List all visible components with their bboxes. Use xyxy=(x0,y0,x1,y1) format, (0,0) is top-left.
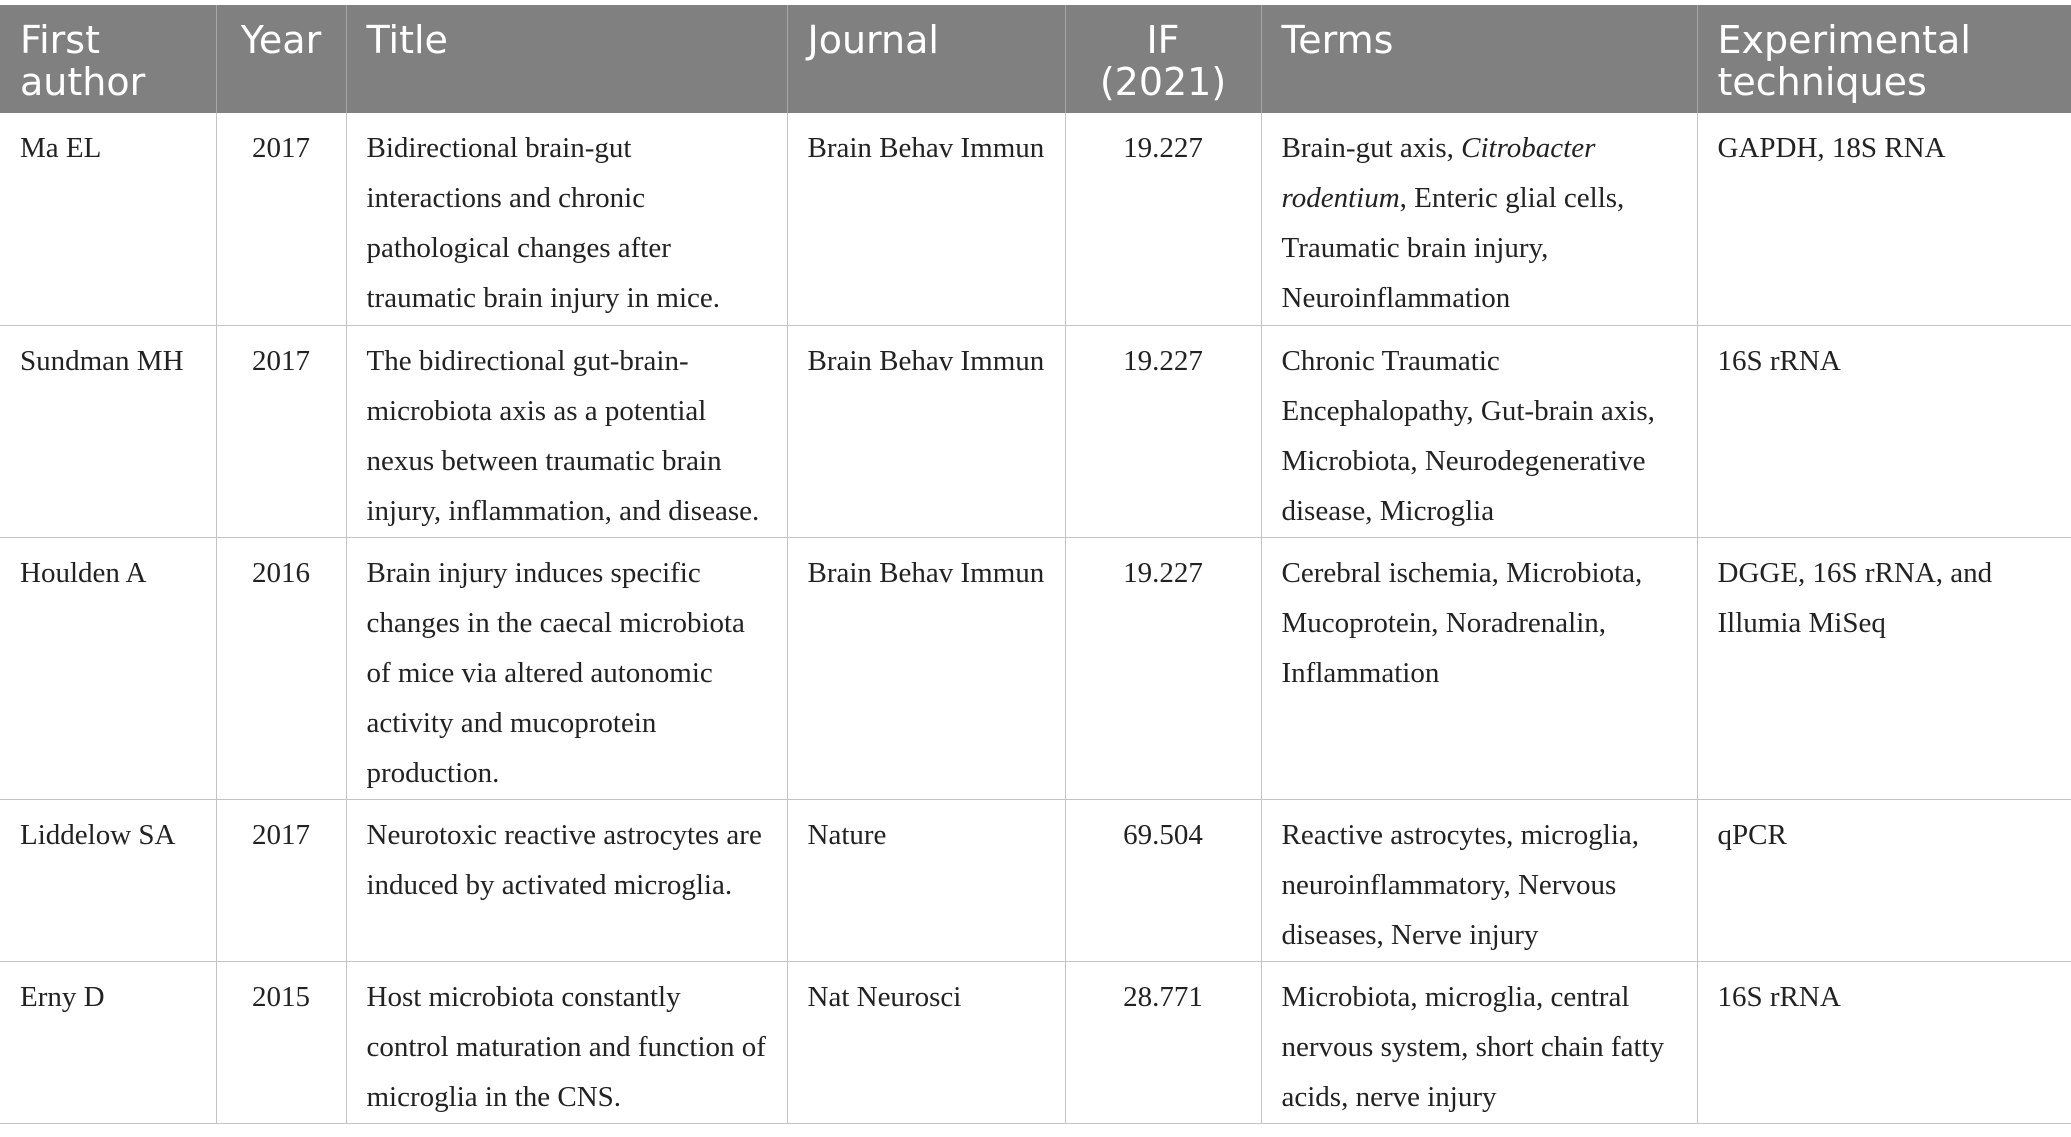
table-row xyxy=(0,325,2071,537)
cell-experimental-techniques: 16S rRNA xyxy=(1697,961,2071,1123)
cell-first-author: Houlden A xyxy=(0,537,216,799)
header-first-author: First author xyxy=(0,5,216,113)
cell-experimental-techniques: GAPDH, 18S RNA xyxy=(1697,113,2071,325)
cell-title: The bidirectional gut-brain-microbiota axis as a potential nexus between traumatic brain injury, inflammation, and disease. xyxy=(346,325,787,537)
cell-impact-factor: 19.227 xyxy=(1065,325,1261,537)
cell-terms: Cerebral ischemia, Microbiota, Mucoprotein, Noradrenalin, Inflammation xyxy=(1261,537,1697,799)
cell-impact-factor: 19.227 xyxy=(1065,537,1261,799)
cell-year: 2015 xyxy=(216,961,346,1123)
cell-journal: Brain Behav Immun xyxy=(787,113,1065,325)
cell-first-author: Liddelow SA xyxy=(0,799,216,961)
header-journal: Journal xyxy=(787,5,1065,113)
cell-title: Neurotoxic reactive astrocytes are induced by activated microglia. xyxy=(346,799,787,961)
cell-experimental-techniques: DGGE, 16S rRNA, and Illumia MiSeq xyxy=(1697,537,2071,799)
cell-year: 2017 xyxy=(216,113,346,325)
cell-impact-factor: 19.227 xyxy=(1065,113,1261,325)
literature-table xyxy=(0,5,2071,1124)
cell-terms: Reactive astrocytes, microglia, neuroinflammatory, Nervous diseases, Nerve injury xyxy=(1261,799,1697,961)
cell-impact-factor: 28.771 xyxy=(1065,961,1261,1123)
table-row xyxy=(0,537,2071,799)
cell-terms xyxy=(1261,113,1697,325)
cell-title: Brain injury induces specific changes in the caecal microbiota of mice via altered autonomic activity and mucoprotein production. xyxy=(346,537,787,799)
cell-title: Bidirectional brain-gut interactions and chronic pathological changes after traumatic brain injury in mice. xyxy=(346,113,787,325)
cell-terms: Microbiota, microglia, central nervous system, short chain fatty acids, nerve injury xyxy=(1261,961,1697,1123)
cell-year: 2017 xyxy=(216,325,346,537)
header-terms: Terms xyxy=(1261,5,1697,113)
cell-first-author: Erny D xyxy=(0,961,216,1123)
cell-first-author: Ma EL xyxy=(0,113,216,325)
terms-text: Brain-gut axis, xyxy=(1281,132,1462,164)
header-experimental-techniques: Experimental techniques xyxy=(1697,5,2071,113)
terms-text: , Enteric glial cells, Traumatic brain injury, Neuroinflammation xyxy=(1281,182,1625,314)
cell-journal: Brain Behav Immun xyxy=(787,537,1065,799)
cell-terms: Chronic Traumatic Encephalopathy, Gut-brain axis, Microbiota, Neurodegenerative disease, Microglia xyxy=(1261,325,1697,537)
cell-experimental-techniques: 16S rRNA xyxy=(1697,325,2071,537)
terms-italic-species: Citrobacter rodentium xyxy=(1281,132,1596,214)
table-row xyxy=(0,799,2071,961)
header-year: Year xyxy=(216,5,346,113)
header-impact-factor: IF (2021) xyxy=(1065,5,1261,113)
cell-journal: Nat Neurosci xyxy=(787,961,1065,1123)
cell-year: 2016 xyxy=(216,537,346,799)
cell-experimental-techniques: qPCR xyxy=(1697,799,2071,961)
cell-first-author: Sundman MH xyxy=(0,325,216,537)
header-title: Title xyxy=(346,5,787,113)
cell-impact-factor: 69.504 xyxy=(1065,799,1261,961)
cell-title: Host microbiota constantly control maturation and function of microglia in the CNS. xyxy=(346,961,787,1123)
table-row xyxy=(0,113,2071,325)
cell-journal: Brain Behav Immun xyxy=(787,325,1065,537)
header-row xyxy=(0,5,2071,113)
table-row xyxy=(0,961,2071,1123)
cell-year: 2017 xyxy=(216,799,346,961)
cell-journal: Nature xyxy=(787,799,1065,961)
